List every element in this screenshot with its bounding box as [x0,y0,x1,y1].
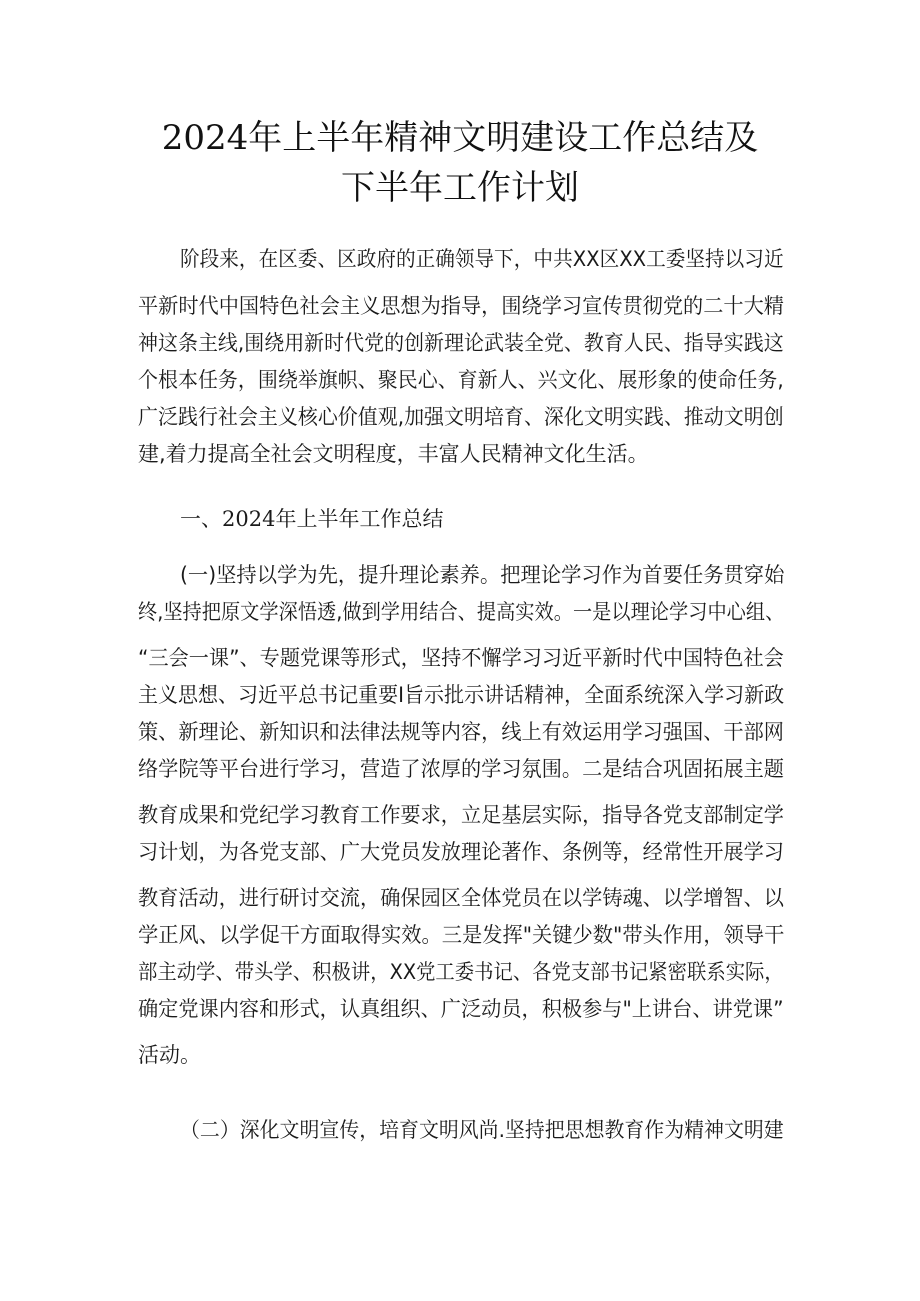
intro-line: 建,着力提高全社会文明程度，丰富人民精神文化生活。 [138,442,649,466]
paragraph-line: （二）深化文明宣传，培育文明风尚.坚持把思想教育作为精神文明建 [180,1118,784,1142]
paragraph-line: 络学院等平台进行学习，营造了浓厚的学习氛围。二是结合巩固拓展主题 [138,757,784,781]
intro-line: 阶段来，在区委、区政府的正确领导下，中共XX区XX工委坚持以习近 [180,247,784,271]
document-title-line-2: 下半年工作计划 [341,168,579,208]
paragraph-line: 部主动学、带头学、积极讲，XX党工委书记、各党支部书记紧密联系实际， [138,960,784,984]
paragraph-line: “三会一课”、专题党课等形式，坚持不懈学习习近平新时代中国特色社会 [138,646,784,670]
document-title-line-1: 2024年上半年精神文明建设工作总结及 [161,118,759,158]
intro-line: 平新时代中国特色社会主义思想为指导，围绕学习宣传贯彻党的二十大精 [138,294,784,318]
paragraph-line: (一)坚持以学为先，提升理论素养。把理论学习作为首要任务贯穿始 [180,563,785,587]
intro-line: 广泛践行社会主义核心价值观,加强文明培育、深化文明实践、推动文明创 [138,405,784,429]
paragraph-line: 主义思想、习近平总书记重要I旨示批示讲话精神，全面系统深入学习新政 [138,683,785,707]
paragraph-line: 终,坚持把原文学深悟透,做到学用结合、提高实效。一是以理论学习中心组、 [138,600,785,624]
section-heading: 一、2024年上半年工作总结 [180,507,444,531]
paragraph-line: 习计划，为各党支部、广大党员发放理论著作、条例等，经常性开展学习 [138,840,784,864]
paragraph-line: 教育成果和党纪学习教育工作要求，立足基层实际，指导各党支部制定学 [138,803,784,827]
paragraph-line: 教育活动，进行研讨交流，确保园区全体党员在以学铸魂、以学增智、以 [138,886,784,910]
paragraph-line: 策、新理论、新知识和法律法规等内容，线上有效运用学习强国、干部网 [138,720,784,744]
paragraph-line: 学正风、以学促干方面取得实效。三是发挥"关键少数"带头作用，领导干 [138,923,785,947]
paragraph-line: 活动。 [138,1043,201,1067]
intro-line: 个根本任务，围绕举旗帜、聚民心、育新人、兴文化、展形象的使命任务, [138,368,784,392]
intro-line: 神这条主线,围绕用新时代党的创新理论武装全党、教育人民、指导实践这 [138,331,784,355]
paragraph-line: 确定党课内容和形式，认真组织、广泛动员，积极参与"上讲台、讲党课” [138,997,784,1021]
